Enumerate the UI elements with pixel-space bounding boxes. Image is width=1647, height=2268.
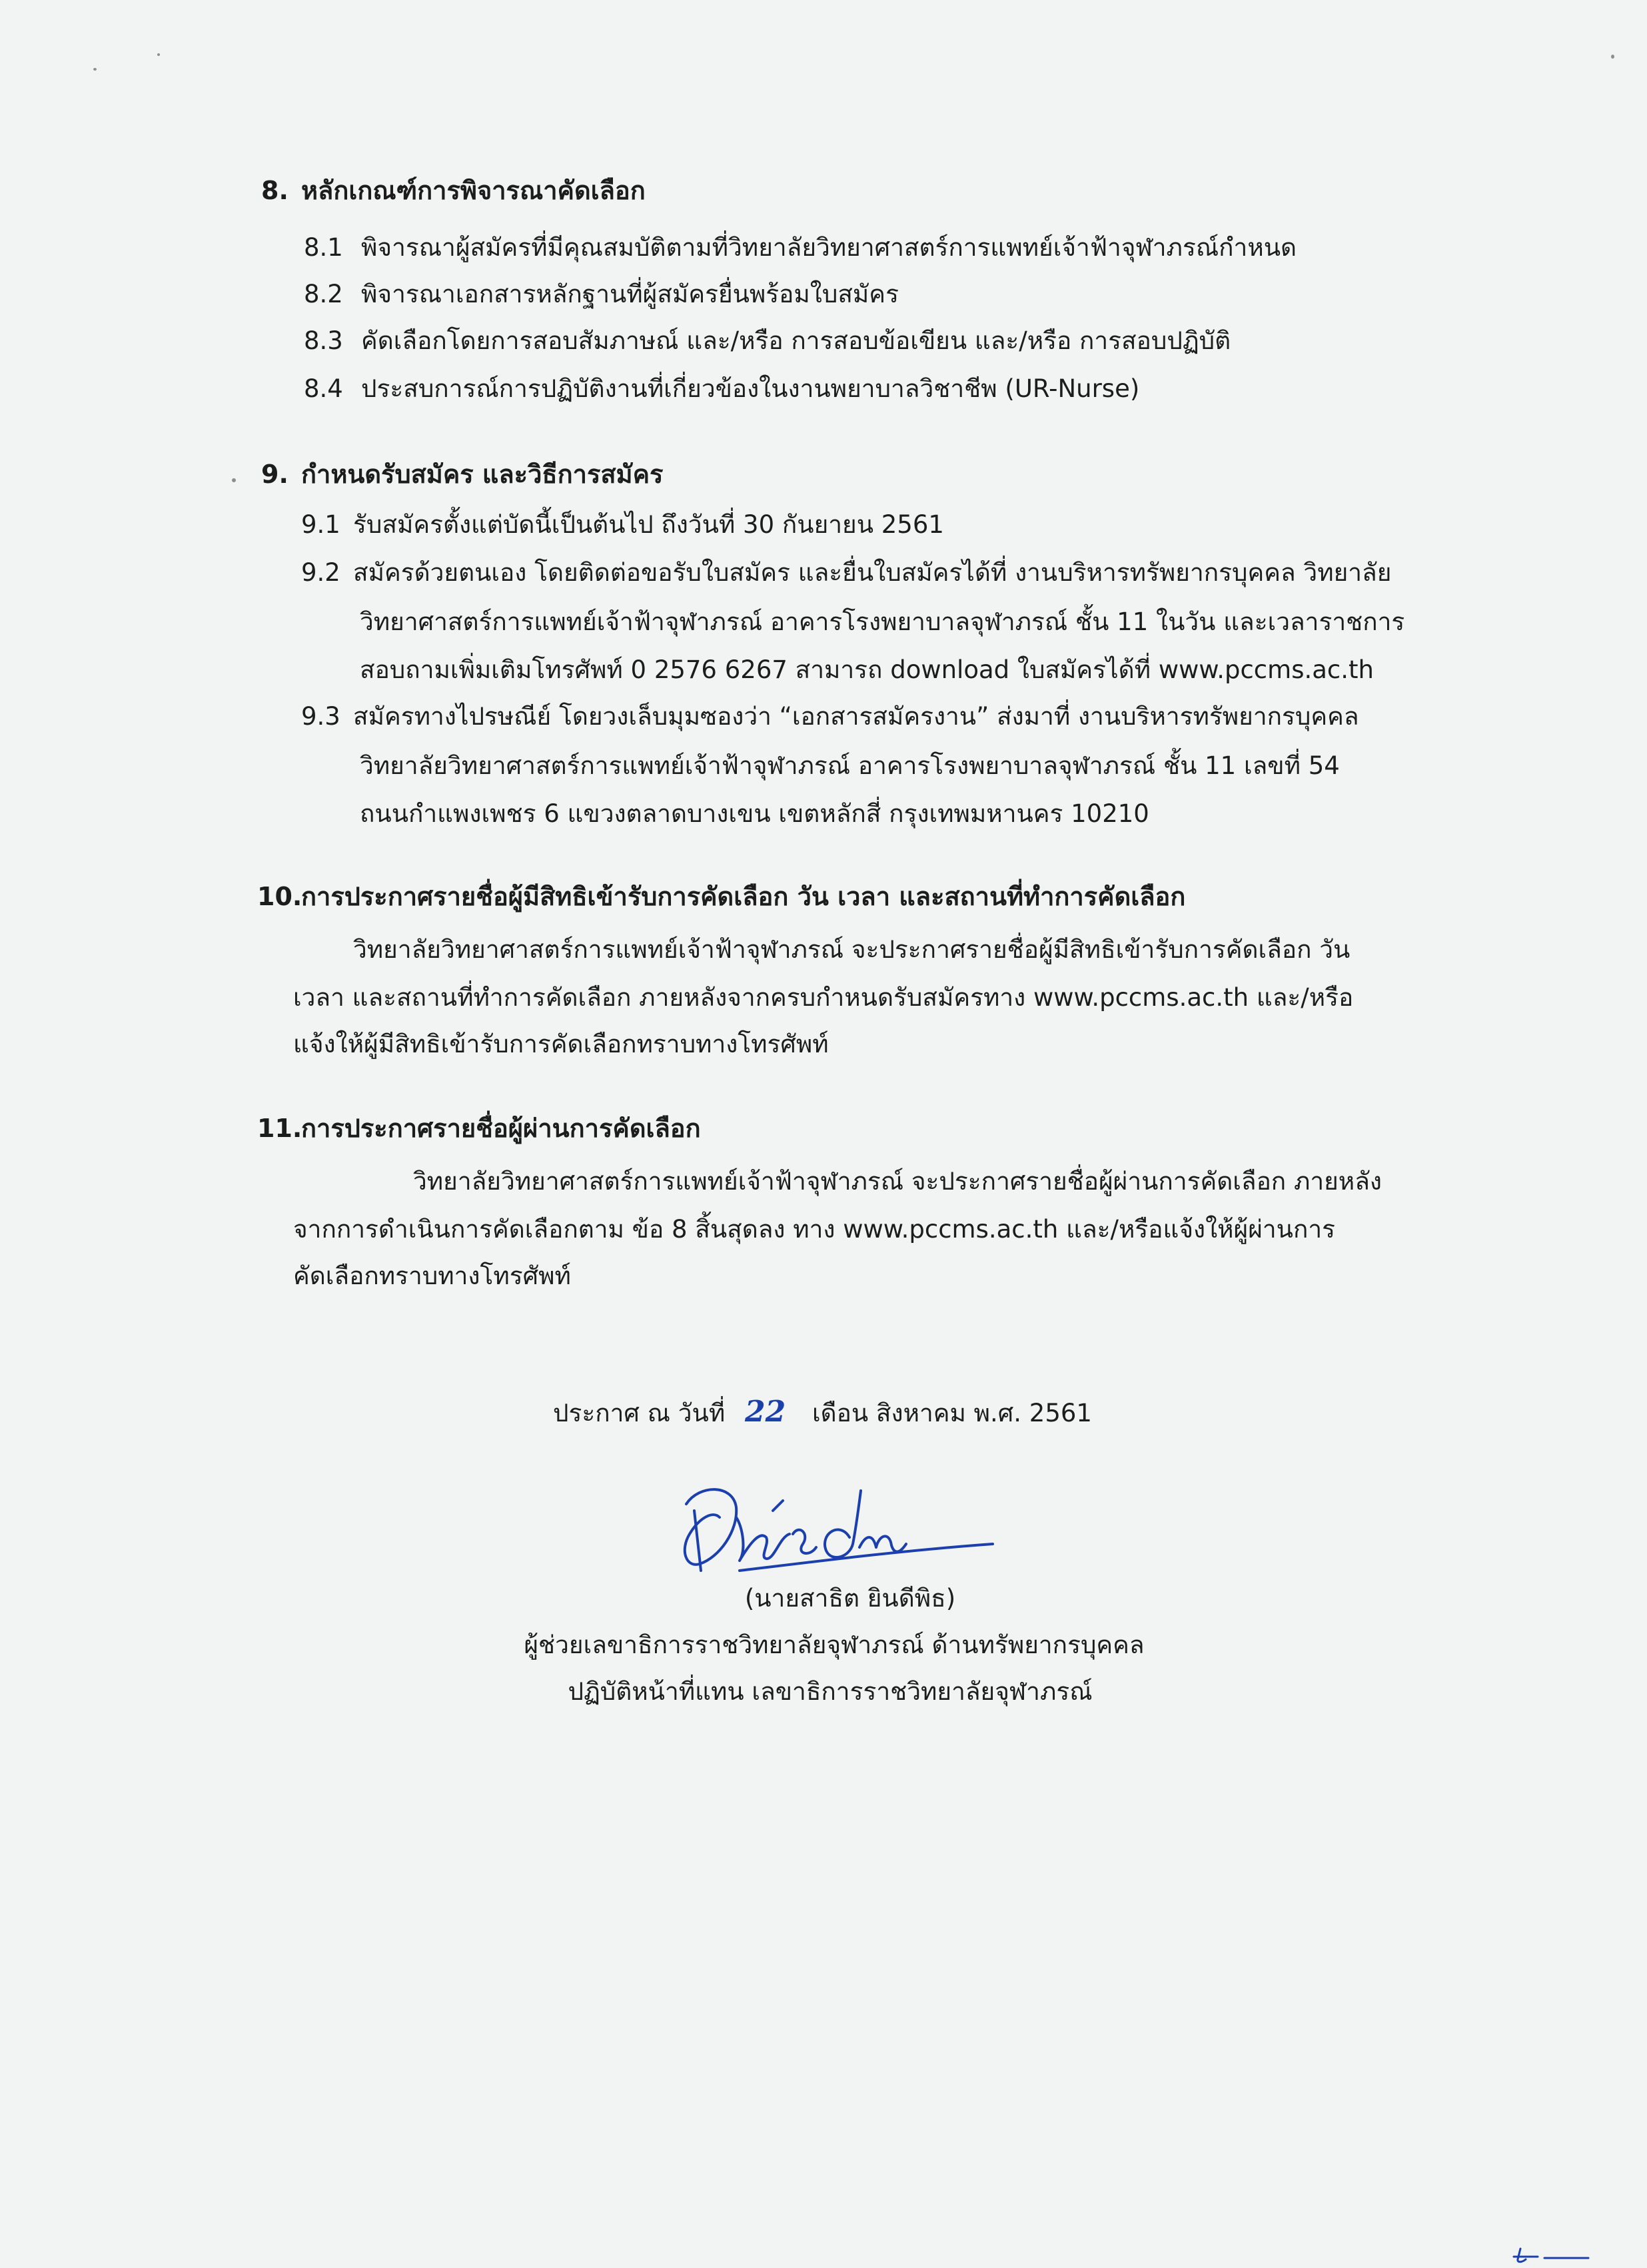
item-text: สมัครด้วยตนเอง โดยติดต่อขอรับใบสมัคร และยื่นใบสมัครได้ที่ งานบริหารทรัพยากรบุคคล วิทยาลัย — [353, 558, 1392, 587]
section-title: การประกาศรายชื่อผู้มีสิทธิเข้ารับการคัดเลือก วัน เวลา และสถานที่ทำการคัดเลือก — [301, 882, 1186, 911]
item-text: ประสบการณ์การปฏิบัติงานที่เกี่ยวข้องในงานพยาบาลวิชาชีพ (UR-Nurse) — [361, 374, 1140, 403]
section-number: 8. — [261, 176, 288, 205]
list-item — [304, 326, 1231, 356]
paragraph-line: วิทยาลัยวิทยาศาสตร์การแพทย์เจ้าฟ้าจุฬาภรณ์ จะประกาศรายชื่อผู้ผ่านการคัดเลือก ภายหลัง — [413, 1167, 1382, 1196]
section-number: 9. — [261, 460, 288, 489]
item-text: พิจารณาเอกสารหลักฐานที่ผู้สมัครยื่นพร้อมใบสมัคร — [361, 280, 899, 308]
scan-speck — [93, 68, 97, 71]
item-text: รับสมัครตั้งแต่บัดนี้เป็นต้นไป ถึงวันที่ 30 กันยายน 2561 — [353, 510, 944, 539]
item-number: 8.4 — [304, 374, 343, 403]
section-8-heading — [261, 176, 646, 206]
list-item — [304, 233, 1297, 262]
item-text: สมัครทางไปรษณีย์ โดยวงเล็บมุมซองว่า “เอกสารสมัครงาน” ส่งมาที่ งานบริหารทรัพยากรบุคคล — [353, 702, 1359, 731]
item-number: 8.1 — [304, 233, 343, 262]
signer-acting-position: ปฏิบัติหน้าที่แทน เลขาธิการราชวิทยาลัยจุฬาภรณ์ — [568, 1677, 1093, 1706]
paragraph-line: แจ้งให้ผู้มีสิทธิเข้ารับการคัดเลือกทราบทางโทรศัพท์ — [293, 1030, 829, 1058]
signer-position: ผู้ช่วยเลขาธิการราชวิทยาลัยจุฬาภรณ์ ด้านทรัพยากรบุคคล — [524, 1631, 1145, 1659]
handwritten-day: 22 — [744, 1395, 786, 1429]
section-10-heading — [257, 882, 1185, 913]
list-item — [301, 510, 944, 540]
paragraph-line: วิทยาลัยวิทยาศาสตร์การแพทย์เจ้าฟ้าจุฬาภรณ์ จะประกาศรายชื่อผู้มีสิทธิเข้ารับการคัดเลือก วัน — [353, 935, 1351, 964]
list-item — [301, 702, 1359, 731]
corner-mark — [1511, 2245, 1591, 2265]
date-prefix: ประกาศ ณ วันที่ — [553, 1399, 726, 1427]
paragraph-line: จากการดำเนินการคัดเลือกตาม ข้อ 8 สิ้นสุดลง ทาง www.pccms.ac.th และ/หรือแจ้งให้ผู้ผ่านการ — [293, 1215, 1336, 1244]
item-continuation: วิทยาศาสตร์การแพทย์เจ้าฟ้าจุฬาภรณ์ อาคารโรงพยาบาลจุฬาภรณ์ ชั้น 11 ในวัน และเวลาราชการ — [360, 607, 1405, 636]
item-number: 9.2 — [301, 558, 340, 587]
item-continuation: ถนนกำแพงเพชร 6 แขวงตลาดบางเขน เขตหลักสี่ กรุงเทพมหานคร 10210 — [360, 799, 1149, 828]
item-continuation: สอบถามเพิ่มเติมโทรศัพท์ 0 2576 6267 สามารถ download ใบสมัครได้ที่ www.pccms.ac.th — [360, 655, 1374, 684]
list-item — [304, 374, 1139, 404]
section-number: 11. — [257, 1114, 302, 1143]
scan-speck — [1611, 55, 1614, 59]
section-11-heading — [257, 1114, 701, 1144]
item-number: 9.3 — [301, 702, 340, 731]
section-number: 10. — [257, 882, 302, 911]
item-continuation: วิทยาลัยวิทยาศาสตร์การแพทย์เจ้าฟ้าจุฬาภรณ์ อาคารโรงพยาบาลจุฬาภรณ์ ชั้น 11 เลขที่ 54 — [360, 751, 1340, 780]
scan-speck — [157, 53, 160, 56]
signer-name: (นายสาธิต ยินดีพิธ) — [744, 1584, 956, 1613]
section-title: หลักเกณฑ์การพิจารณาคัดเลือก — [301, 176, 646, 205]
item-text: คัดเลือกโดยการสอบสัมภาษณ์ และ/หรือ การสอบข้อเขียน และ/หรือ การสอบปฏิบัติ — [361, 326, 1231, 355]
item-number: 8.2 — [304, 280, 343, 308]
item-text: พิจารณาผู้สมัครที่มีคุณสมบัติตามที่วิทยาลัยวิทยาศาสตร์การแพทย์เจ้าฟ้าจุฬาภรณ์กำหนด — [361, 233, 1297, 262]
scan-speck — [232, 478, 236, 482]
section-title: การประกาศรายชื่อผู้ผ่านการคัดเลือก — [301, 1114, 701, 1143]
announcement-date — [553, 1395, 1092, 1430]
date-suffix: เดือน สิงหาคม พ.ศ. 2561 — [812, 1399, 1092, 1427]
paragraph-line: คัดเลือกทราบทางโทรศัพท์ — [293, 1262, 571, 1290]
item-number: 8.3 — [304, 326, 343, 355]
item-number: 9.1 — [301, 510, 340, 539]
paragraph-line: เวลา และสถานที่ทำการคัดเลือก ภายหลังจากครบกำหนดรับสมัครทาง www.pccms.ac.th และ/หรือ — [293, 983, 1354, 1012]
section-9-heading — [261, 460, 663, 490]
list-item — [304, 280, 899, 309]
list-item — [301, 558, 1391, 587]
signature-image — [660, 1471, 1006, 1584]
section-title: กำหนดรับสมัคร และวิธีการสมัคร — [301, 460, 664, 489]
